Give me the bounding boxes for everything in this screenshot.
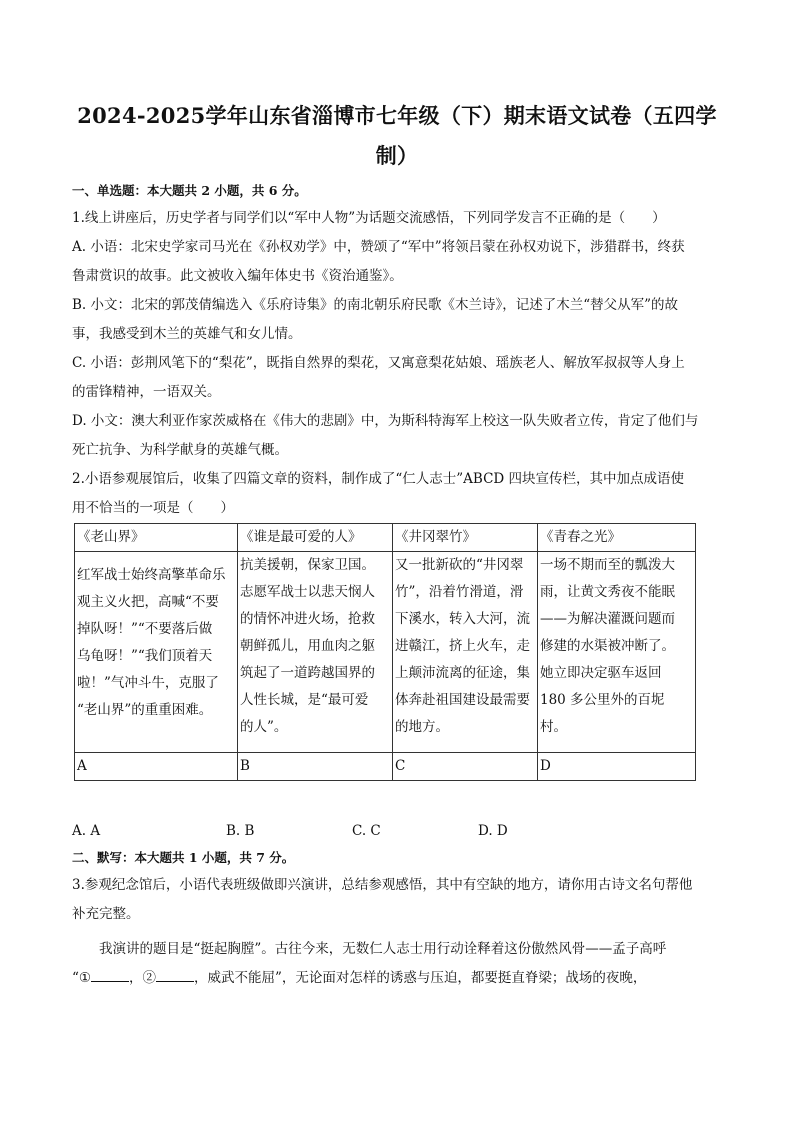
table-label-row [75, 753, 696, 781]
cell-line: 的情怀冲进火场，抢救 [240, 611, 375, 627]
question-3-passage-line-2 [72, 964, 722, 993]
option-b-line-1: B. 小文：北宋的郭茂倩编选入《乐府诗集》的南北朝乐府民歌《木兰诗》，记述了木兰“替父从军”的故 [72, 297, 679, 313]
question-2-stem-line-1: 2.小语参观展馆后，收集了四篇文章的资料，制作成了“仁人志士”ABCD 四块宣传栏，其中加点成语使 [72, 471, 685, 487]
question-3-passage-line-1: 我演讲的题目是“挺起胸膛”。古往今来，无数仁人志士用行动诠释着这份傲然风骨——孟子高呼 [99, 941, 667, 957]
cell-line: 观主义火把，高喊“不要 [77, 594, 219, 610]
cell-line: 修建的水渠被冲断了。 [540, 638, 675, 654]
cell-line: 人性长城，是“最可爱 [240, 692, 369, 708]
question-3 [72, 871, 722, 993]
cell-line: 体奔赴祖国建设最需要 [395, 692, 530, 708]
section-1-heading: 一、单选题：本大题共 2 小题，共 6 分。 [72, 183, 307, 198]
exam-page [72, 96, 722, 993]
option-d-line-2: 死亡抗争、为科学献身的英雄气概。 [72, 442, 288, 458]
cell-line: 掉队呀！”“不要落后做 [77, 621, 213, 637]
question-3-stem-line-2: 补充完整。 [72, 906, 140, 922]
cell-line: 的地方。 [395, 719, 449, 735]
cell-line: 乌龟呀！”“我们顶着天 [77, 648, 213, 664]
cell-line: 一场不期而至的瓢泼大 [540, 557, 675, 573]
cell-line: 的人”。 [240, 719, 288, 735]
cell-line: 红军战士始终高擎革命乐 [77, 567, 226, 583]
option-a-line-2: 鲁肃赏识的故事。此文被收入编年体史书《资治通鉴》。 [72, 268, 403, 284]
table-cell-head: 《青春之光》 [538, 524, 696, 552]
option-a-line-1: A. 小语：北宋史学家司马光在《孙权劝学》中，赞颂了“军中”将领吕蒙在孙权劝说下，涉猎群书，终获 [72, 239, 685, 255]
section-2-heading: 二、默写：本大题共 1 小题，共 7 分。 [72, 850, 295, 865]
option-b-line-2: 事，我感受到木兰的英雄气和女儿情。 [72, 326, 302, 342]
passage-text: “① [72, 970, 92, 986]
question-2-options [72, 817, 722, 845]
cell-line: 180 多公里外的百坭 [540, 692, 665, 708]
table-cell-content [538, 552, 696, 753]
option-c[interactable]: C. C [352, 823, 381, 839]
cell-line: 雨，让黄文秀夜不能眠 [540, 584, 675, 600]
table-cell-head: 《老山界》 [75, 524, 238, 552]
cell-line: 筑起了一道跨越国界的 [240, 665, 375, 681]
table-cell-content [238, 552, 393, 753]
question-2 [72, 465, 722, 845]
option-a[interactable]: A. A [72, 823, 101, 839]
cell-line: 志愿军战士以悲天悯人 [240, 584, 375, 600]
table-cell-label: C [393, 753, 538, 781]
cell-line: “老山界”的重重困难。 [77, 702, 213, 718]
table-cell-content [75, 552, 238, 753]
cell-line: ——为解决灌溉问题而 [540, 611, 675, 627]
table-cell-label: A [75, 753, 238, 781]
option-c-line-1: C. 小语：彭荆风笔下的“梨花”，既指自然界的梨花，又寓意梨花姑娘、瑶族老人、解放军叔叔等人身上 [72, 355, 685, 371]
question-1 [72, 204, 722, 465]
table-cell-head: 《谁是最可爱的人》 [238, 524, 393, 552]
table-cell-label: B [238, 753, 393, 781]
cell-line: 下溪水，转入大河，流 [395, 611, 530, 627]
option-c-line-2: 的雷锋精神，一语双关。 [72, 384, 221, 400]
title-line-1: 2024-2025学年山东省淄博市七年级（下）期末语文试卷（五四学 [77, 103, 717, 128]
cell-line: 朝鲜孤儿，用血肉之躯 [240, 638, 375, 654]
option-b[interactable]: B. B [226, 823, 255, 839]
question-3-stem-line-1: 3.参观纪念馆后，小语代表班级做即兴演讲，总结参观感悟，其中有空缺的地方，请你用古诗文名句帮他 [72, 877, 693, 893]
table-header-row [75, 524, 696, 552]
table-cell-head: 《井冈翠竹》 [393, 524, 538, 552]
exam-title [72, 96, 722, 176]
table-content-row [75, 552, 696, 753]
passage-text: ，② [129, 970, 157, 986]
cell-line: 她立即决定驱车返回 [540, 665, 662, 681]
cell-line: 啦！”气冲斗牛，克服了 [77, 675, 219, 691]
option-d[interactable]: D. D [478, 823, 508, 839]
option-d-line-1: D. 小文：澳大利亚作家茨威格在《伟大的悲剧》中，为斯科特海军上校这一队失败者立传，肯定了他们与 [72, 413, 699, 429]
question-1-stem: 1.线上讲座后，历史学者与同学们以“军中人物”为话题交流感悟，下列同学发言不正确的是（ ） [72, 210, 666, 226]
cell-line: 抗美援朝，保家卫国。 [240, 557, 375, 573]
cell-line: 上颠沛流离的征途，集 [395, 665, 530, 681]
cell-line: 又一批新砍的“井冈翠 [395, 557, 524, 573]
passage-text: ，威武不能屈”，无论面对怎样的诱惑与压迫，都要挺直脊梁；战场的夜晚， [194, 970, 647, 986]
answer-blank-2[interactable] [156, 967, 194, 982]
table-cell-label: D [538, 753, 696, 781]
answer-blank-1[interactable] [91, 967, 129, 982]
cell-line: 村。 [540, 719, 567, 735]
cell-line: 进赣江，挤上火车，走 [395, 638, 530, 654]
title-line-2: 制） [375, 143, 419, 168]
publicity-board-table [74, 523, 696, 781]
cell-line: 竹”，沿着竹滑道，滑 [395, 584, 524, 600]
table-cell-content [393, 552, 538, 753]
question-2-stem-line-2: 用不恰当的一项是（ ） [72, 500, 234, 516]
